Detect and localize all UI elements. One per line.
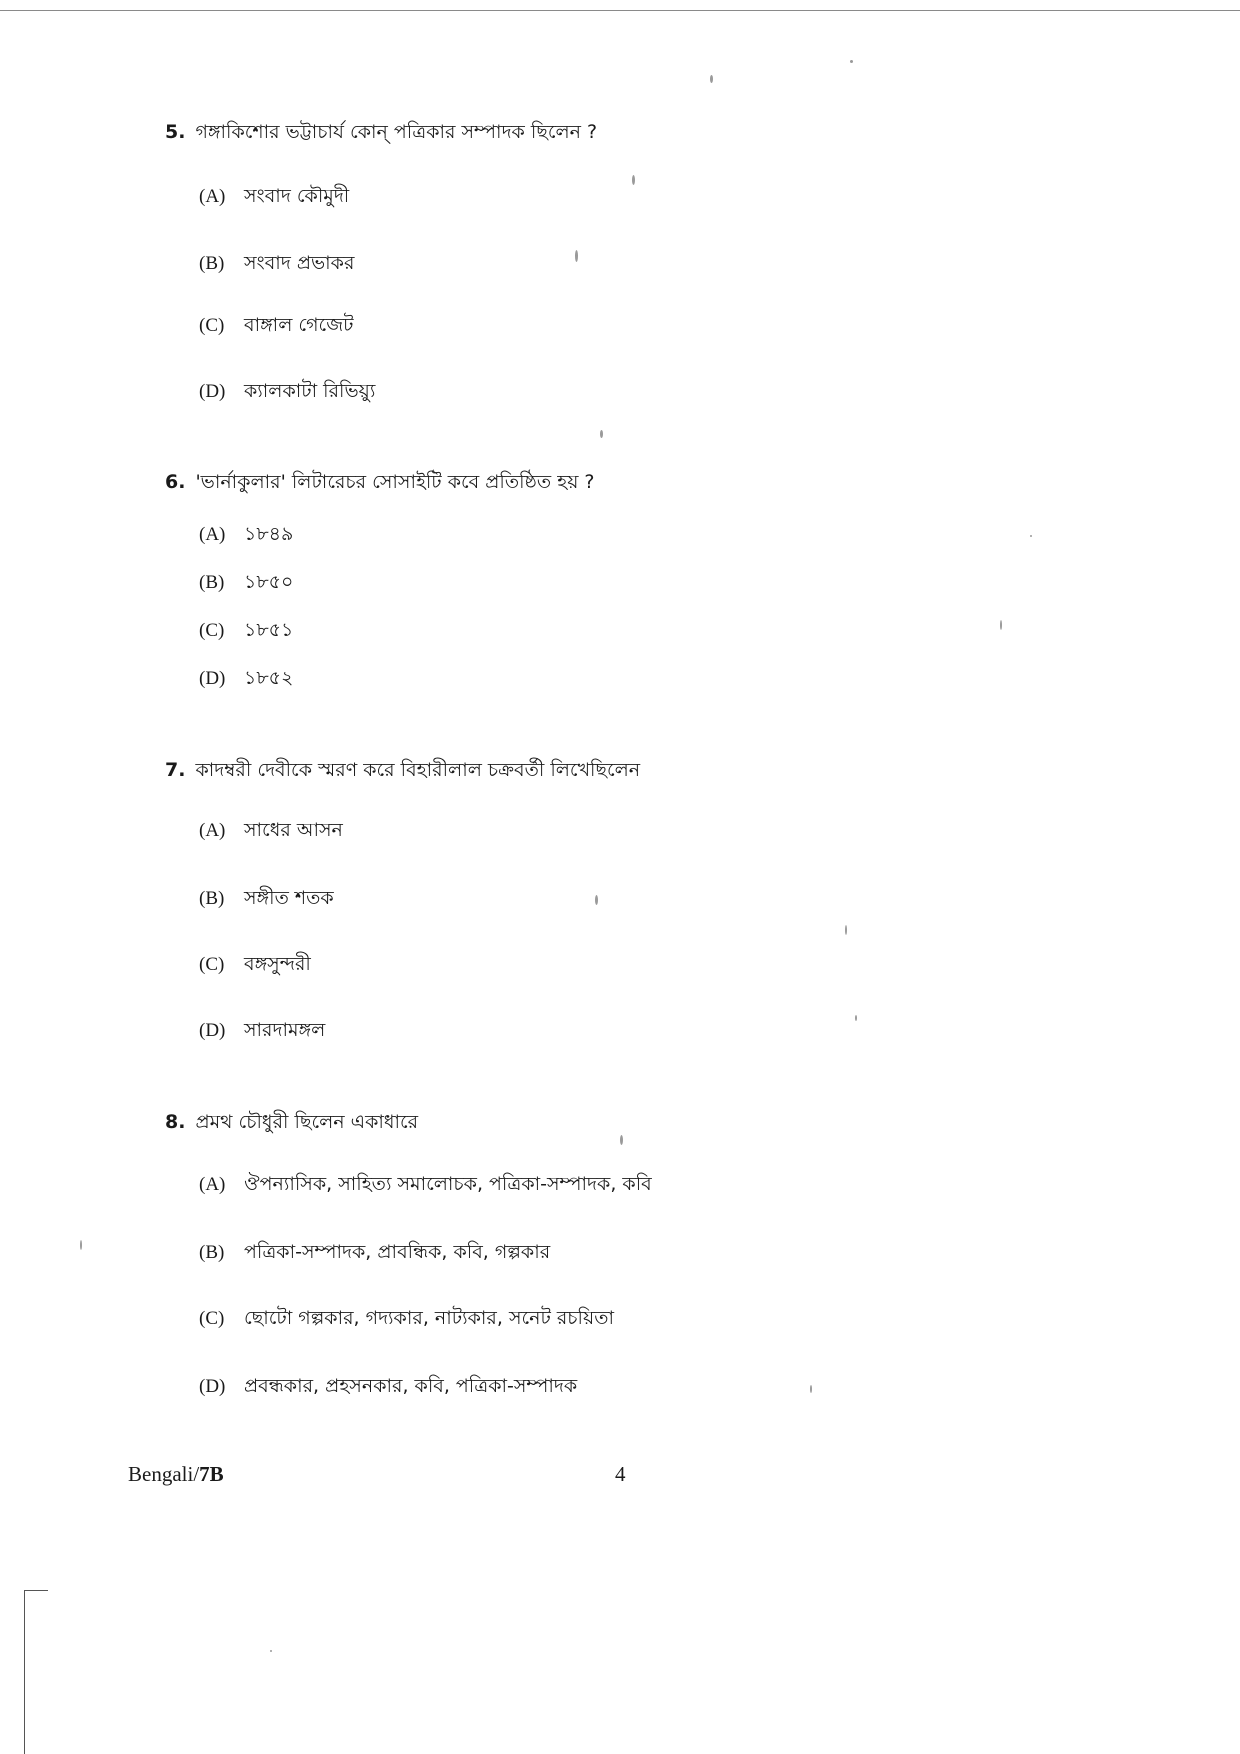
scan-speck xyxy=(855,1015,857,1021)
scan-speck xyxy=(632,175,635,185)
paper-code xyxy=(128,1462,224,1487)
option-letter: (B) xyxy=(199,572,225,593)
option-letter: (A) xyxy=(199,186,226,207)
option-text: সঙ্গীত শতক xyxy=(244,887,334,909)
option-letter: (B) xyxy=(199,253,225,274)
question-heading xyxy=(165,756,640,788)
option-d xyxy=(199,1372,577,1404)
scan-corner-mark-horizontal xyxy=(24,1590,48,1591)
option-text: ১৮৫২ xyxy=(244,667,294,689)
scan-speck xyxy=(845,925,847,935)
question-number: 8. xyxy=(165,1111,186,1133)
question-number: 7. xyxy=(165,759,186,781)
question-text: প্রমথ চৌধুরী ছিলেন একাধারে xyxy=(195,1111,419,1133)
question-heading xyxy=(165,118,597,150)
option-c xyxy=(199,1304,614,1336)
scan-corner-mark xyxy=(24,1590,25,1754)
option-letter: (A) xyxy=(199,524,226,545)
question-text: গঙ্গাকিশোর ভট্টাচার্য কোন্ পত্রিকার সম্পাদক ছিলেন ? xyxy=(195,121,598,143)
option-letter: (D) xyxy=(199,1020,226,1041)
option-b xyxy=(199,249,354,281)
option-text: ১৮৪৯ xyxy=(244,523,294,545)
option-a xyxy=(199,816,343,848)
question-heading xyxy=(165,468,595,500)
option-text: সারদামঙ্গল xyxy=(244,1019,326,1041)
option-text: ১৮৫০ xyxy=(244,571,294,593)
option-text: সাধের আসন xyxy=(244,819,343,841)
paper-subject: Bengali/ xyxy=(128,1462,200,1486)
top-rule xyxy=(0,10,1240,11)
scan-speck xyxy=(80,1240,82,1250)
option-letter: (B) xyxy=(199,1242,225,1263)
paper-set-code: 7B xyxy=(199,1462,224,1486)
page-number: 4 xyxy=(615,1462,626,1486)
option-text: পত্রিকা-সম্পাদক, প্রাবন্ধিক, কবি, গল্পকার xyxy=(244,1241,551,1263)
scan-speck xyxy=(600,430,603,438)
option-letter: (D) xyxy=(199,668,226,689)
option-d xyxy=(199,377,375,409)
option-letter: (A) xyxy=(199,820,226,841)
option-letter: (C) xyxy=(199,620,225,641)
option-d xyxy=(199,1016,325,1048)
option-text: প্রবন্ধকার, প্রহসনকার, কবি, পত্রিকা-সম্পাদক xyxy=(244,1375,578,1397)
option-letter: (C) xyxy=(199,315,225,336)
question-heading xyxy=(165,1108,418,1140)
option-letter: (C) xyxy=(199,954,225,975)
question-number: 6. xyxy=(165,471,186,493)
option-c xyxy=(199,950,311,982)
option-text: ক্যালকাটা রিভিয়্যু xyxy=(244,380,376,402)
scan-speck xyxy=(850,60,853,63)
option-a xyxy=(199,182,349,214)
option-b xyxy=(199,568,293,600)
option-letter: (D) xyxy=(199,1376,226,1397)
option-a xyxy=(199,520,293,552)
option-letter: (C) xyxy=(199,1308,225,1329)
option-c xyxy=(199,311,354,343)
option-a xyxy=(199,1170,652,1202)
option-b xyxy=(199,1238,550,1270)
question-text: কাদম্বরী দেবীকে স্মরণ করে বিহারীলাল চক্রবর্তী লিখেছিলেন xyxy=(195,759,641,781)
option-text: ১৮৫১ xyxy=(244,619,294,641)
scan-speck xyxy=(575,250,578,262)
option-b xyxy=(199,884,334,916)
scan-speck xyxy=(810,1385,812,1393)
option-letter: (D) xyxy=(199,381,226,402)
option-text: ছোটো গল্পকার, গদ্যকার, নাট্যকার, সনেট রচয়িতা xyxy=(244,1307,614,1329)
question-text: 'ভার্নাকুলার' লিটারেচর সোসাইটি কবে প্রতিষ্ঠিত হয় ? xyxy=(195,471,595,493)
scan-speck xyxy=(1000,620,1002,630)
option-c xyxy=(199,616,293,648)
option-text: সংবাদ কৌমুদী xyxy=(244,185,350,207)
scan-speck xyxy=(595,895,598,905)
option-text: বঙ্গসুন্দরী xyxy=(244,953,311,975)
option-d xyxy=(199,664,293,696)
scan-speck xyxy=(710,75,713,83)
option-text: বাঙ্গাল গেজেট xyxy=(244,314,354,336)
scan-speck xyxy=(620,1135,623,1145)
question-number: 5. xyxy=(165,121,186,143)
scan-speck xyxy=(270,1650,272,1652)
option-letter: (A) xyxy=(199,1174,226,1195)
option-letter: (B) xyxy=(199,888,225,909)
scan-speck xyxy=(1030,535,1032,537)
option-text: ঔপন্যাসিক, সাহিত্য সমালোচক, পত্রিকা-সম্পাদক, কবি xyxy=(244,1173,652,1195)
option-text: সংবাদ প্রভাকর xyxy=(244,252,355,274)
